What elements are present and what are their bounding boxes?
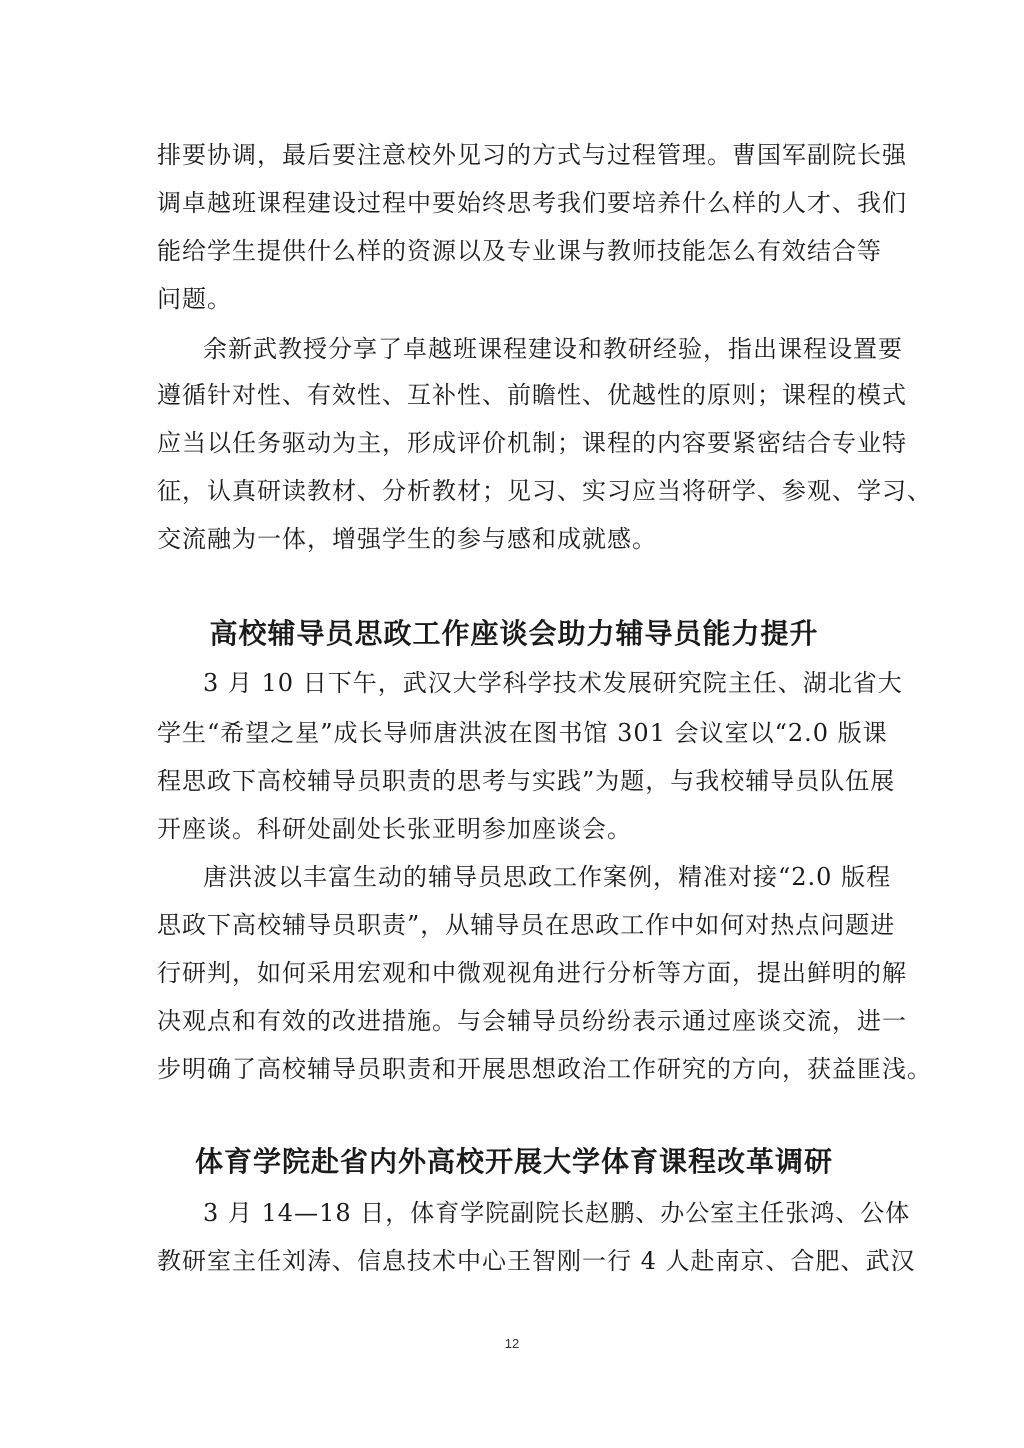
- page-number: 12: [504, 1336, 520, 1351]
- paragraph-line: 决观点和有效的改进措施。与会辅导员纷纷表示通过座谈交流，进一: [157, 1007, 907, 1035]
- paragraph-line: 3 月 14—18 日，体育学院副院长赵鹏、办公室主任张鸿、公体: [203, 1199, 911, 1227]
- paragraph-line: 唐洪波以丰富生动的辅导员思政工作案例，精准对接“2.0 版程: [203, 863, 892, 891]
- paragraph-line: 排要协调，最后要注意校外见习的方式与过程管理。曹国军副院长强: [157, 141, 907, 169]
- paragraph-line: 交流融为一体，增强学生的参与感和成就感。: [157, 525, 657, 553]
- section-heading: 体育学院赴省内外高校开展大学体育课程改革调研: [194, 1145, 833, 1178]
- paragraph-line: 教研室主任刘涛、信息技术中心王智刚一行 4 人赴南京、合肥、武汉: [157, 1247, 916, 1275]
- paragraph-line: 思政下高校辅导员职责”，从辅导员在思政工作中如何对热点问题进: [157, 911, 896, 939]
- paragraph-line: 程思政下高校辅导员职责的思考与实践”为题，与我校辅导员队伍展: [157, 767, 896, 795]
- paragraph-line: 余新武教授分享了卓越班课程建设和教研经验，指出课程设置要: [203, 335, 903, 363]
- paragraph-line: 遵循针对性、有效性、互补性、前瞻性、优越性的原则；课程的模式: [157, 381, 907, 409]
- paragraph-line: 能给学生提供什么样的资源以及专业课与教师技能怎么有效结合等: [157, 237, 882, 265]
- paragraph-line: 问题。: [157, 285, 232, 313]
- paragraph-line: 3 月 10 日下午，武汉大学科学技术发展研究院主任、湖北省大: [203, 669, 903, 697]
- paragraph-line: 步明确了高校辅导员职责和开展思想政治工作研究的方向，获益匪浅。: [157, 1055, 932, 1083]
- paragraph-line: 学生“希望之星”成长导师唐洪波在图书馆 301 会议室以“2.0 版课: [157, 719, 888, 747]
- paragraph-line: 征，认真研读教材、分析教材；见习、实习应当将研学、参观、学习、: [157, 477, 932, 505]
- paragraph-line: 开座谈。科研处副处长张亚明参加座谈会。: [157, 815, 632, 843]
- section-heading: 高校辅导员思政工作座谈会助力辅导员能力提升: [209, 617, 819, 650]
- paragraph-line: 应当以任务驱动为主，形成评价机制；课程的内容要紧密结合专业特: [157, 429, 907, 457]
- paragraph-line: 行研判，如何采用宏观和中微观视角进行分析等方面，提出鲜明的解: [157, 959, 907, 987]
- paragraph-line: 调卓越班课程建设过程中要始终思考我们要培养什么样的人才、我们: [157, 189, 907, 217]
